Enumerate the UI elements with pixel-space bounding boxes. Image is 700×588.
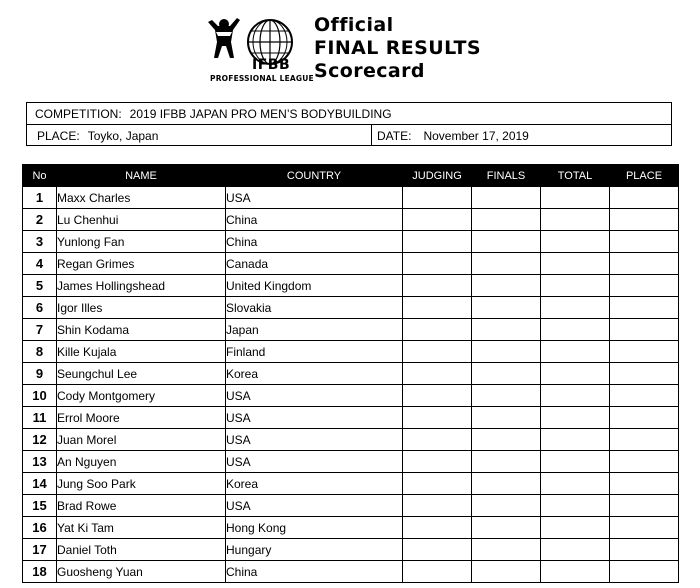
cell-total[interactable] [541, 539, 610, 561]
place-text [37, 129, 158, 143]
column-header-name: NAME [57, 165, 226, 187]
cell-place[interactable] [610, 231, 679, 253]
cell-judging[interactable] [403, 473, 472, 495]
logo-league-text: PROFESSIONAL LEAGUE [210, 74, 314, 83]
table-row [23, 539, 679, 561]
cell-judging[interactable] [403, 429, 472, 451]
cell-country: Canada [226, 253, 403, 275]
cell-finals[interactable] [472, 209, 541, 231]
table-row [23, 187, 679, 209]
table-row [23, 451, 679, 473]
cell-name: Shin Kodama [57, 319, 226, 341]
cell-place[interactable] [610, 275, 679, 297]
cell-name: An Nguyen [57, 451, 226, 473]
cell-judging[interactable] [403, 451, 472, 473]
cell-judging[interactable] [403, 517, 472, 539]
cell-no: 4 [23, 253, 57, 275]
cell-place[interactable] [610, 539, 679, 561]
cell-name: Cody Montgomery [57, 385, 226, 407]
table-row [23, 561, 679, 583]
cell-place[interactable] [610, 363, 679, 385]
cell-total[interactable] [541, 473, 610, 495]
table-row [23, 473, 679, 495]
date-value: November 17, 2019 [423, 129, 529, 143]
cell-country: Korea [226, 363, 403, 385]
cell-total[interactable] [541, 341, 610, 363]
cell-place[interactable] [610, 319, 679, 341]
table-row [23, 319, 679, 341]
table-row [23, 275, 679, 297]
cell-name: Lu Chenhui [57, 209, 226, 231]
title-official: Official [314, 14, 394, 36]
cell-place[interactable] [610, 429, 679, 451]
cell-finals[interactable] [472, 407, 541, 429]
cell-total[interactable] [541, 231, 610, 253]
cell-place[interactable] [610, 561, 679, 583]
cell-finals[interactable] [472, 275, 541, 297]
cell-total[interactable] [541, 363, 610, 385]
cell-no: 6 [23, 297, 57, 319]
cell-total[interactable] [541, 275, 610, 297]
column-header-place: PLACE [610, 165, 679, 187]
cell-place[interactable] [610, 517, 679, 539]
table-row [23, 209, 679, 231]
cell-judging[interactable] [403, 407, 472, 429]
cell-judging[interactable] [403, 187, 472, 209]
cell-total[interactable] [541, 495, 610, 517]
cell-no: 2 [23, 209, 57, 231]
table-row [23, 385, 679, 407]
logo-ifbb-text: IFBB [252, 57, 291, 73]
cell-country: China [226, 561, 403, 583]
cell-no: 9 [23, 363, 57, 385]
cell-country: Finland [226, 341, 403, 363]
cell-no: 15 [23, 495, 57, 517]
cell-no: 16 [23, 517, 57, 539]
cell-judging[interactable] [403, 275, 472, 297]
cell-country: USA [226, 187, 403, 209]
cell-no: 10 [23, 385, 57, 407]
cell-total[interactable] [541, 187, 610, 209]
place-date-row [27, 125, 671, 145]
info-divider [371, 125, 372, 145]
cell-finals[interactable] [472, 187, 541, 209]
ifbb-logo [204, 12, 314, 86]
cell-no: 3 [23, 231, 57, 253]
cell-judging[interactable] [403, 297, 472, 319]
cell-country: United Kingdom [226, 275, 403, 297]
cell-country: USA [226, 385, 403, 407]
competition-info-box [26, 102, 672, 146]
title-scorecard: Scorecard [314, 60, 425, 82]
cell-country: China [226, 209, 403, 231]
cell-country: Korea [226, 473, 403, 495]
cell-country: Hungary [226, 539, 403, 561]
cell-finals[interactable] [472, 385, 541, 407]
cell-total[interactable] [541, 407, 610, 429]
cell-finals[interactable] [472, 473, 541, 495]
cell-finals[interactable] [472, 231, 541, 253]
cell-name: Errol Moore [57, 407, 226, 429]
cell-finals[interactable] [472, 297, 541, 319]
cell-no: 7 [23, 319, 57, 341]
place-label: PLACE: [37, 129, 80, 143]
cell-finals[interactable] [472, 495, 541, 517]
cell-judging[interactable] [403, 385, 472, 407]
cell-name: James Hollingshead [57, 275, 226, 297]
cell-place[interactable] [610, 385, 679, 407]
cell-name: Juan Morel [57, 429, 226, 451]
cell-total[interactable] [541, 517, 610, 539]
cell-no: 5 [23, 275, 57, 297]
cell-country: USA [226, 495, 403, 517]
cell-country: Hong Kong [226, 517, 403, 539]
cell-total[interactable] [541, 385, 610, 407]
column-header-country: COUNTRY [226, 165, 403, 187]
competition-text [35, 107, 392, 121]
table-row [23, 297, 679, 319]
cell-place[interactable] [610, 209, 679, 231]
cell-name: Brad Rowe [57, 495, 226, 517]
cell-no: 13 [23, 451, 57, 473]
scorecard-header [0, 0, 700, 96]
date-label: DATE: [377, 129, 412, 143]
cell-judging[interactable] [403, 341, 472, 363]
table-row [23, 253, 679, 275]
column-header-total: TOTAL [541, 165, 610, 187]
cell-place[interactable] [610, 473, 679, 495]
cell-judging[interactable] [403, 209, 472, 231]
cell-judging[interactable] [403, 319, 472, 341]
cell-country: China [226, 231, 403, 253]
cell-total[interactable] [541, 319, 610, 341]
cell-country: USA [226, 451, 403, 473]
cell-total[interactable] [541, 209, 610, 231]
cell-no: 8 [23, 341, 57, 363]
competition-row [27, 103, 671, 125]
table-row [23, 429, 679, 451]
cell-name: Kille Kujala [57, 341, 226, 363]
cell-judging[interactable] [403, 231, 472, 253]
cell-finals[interactable] [472, 451, 541, 473]
cell-name: Yat Ki Tam [57, 517, 226, 539]
cell-finals[interactable] [472, 429, 541, 451]
cell-place[interactable] [610, 253, 679, 275]
cell-place[interactable] [610, 451, 679, 473]
cell-no: 17 [23, 539, 57, 561]
cell-name: Regan Grimes [57, 253, 226, 275]
table-row [23, 407, 679, 429]
cell-finals[interactable] [472, 341, 541, 363]
cell-name: Jung Soo Park [57, 473, 226, 495]
column-header-judging: JUDGING [403, 165, 472, 187]
cell-name: Daniel Toth [57, 539, 226, 561]
cell-place[interactable] [610, 187, 679, 209]
column-header-no: No [23, 165, 57, 187]
scorecard-title [314, 14, 481, 83]
cell-no: 18 [23, 561, 57, 583]
cell-total[interactable] [541, 297, 610, 319]
cell-name: Yunlong Fan [57, 231, 226, 253]
cell-no: 1 [23, 187, 57, 209]
cell-total[interactable] [541, 429, 610, 451]
place-value: Toyko, Japan [87, 129, 159, 143]
cell-no: 11 [23, 407, 57, 429]
cell-name: Maxx Charles [57, 187, 226, 209]
cell-place[interactable] [610, 341, 679, 363]
column-header-finals: FINALS [472, 165, 541, 187]
cell-country: USA [226, 407, 403, 429]
cell-name: Igor Illes [57, 297, 226, 319]
cell-place[interactable] [610, 495, 679, 517]
cell-finals[interactable] [472, 539, 541, 561]
cell-no: 12 [23, 429, 57, 451]
results-table [22, 164, 679, 583]
cell-finals[interactable] [472, 253, 541, 275]
table-row [23, 363, 679, 385]
cell-total[interactable] [541, 561, 610, 583]
cell-place[interactable] [610, 407, 679, 429]
cell-judging[interactable] [403, 253, 472, 275]
cell-country: USA [226, 429, 403, 451]
table-header-row [23, 165, 679, 187]
cell-total[interactable] [541, 451, 610, 473]
title-final-results: FINAL RESULTS [314, 37, 481, 59]
table-row [23, 341, 679, 363]
cell-country: Slovakia [226, 297, 403, 319]
cell-judging[interactable] [403, 539, 472, 561]
cell-judging[interactable] [403, 561, 472, 583]
cell-finals[interactable] [472, 561, 541, 583]
results-body [23, 187, 679, 583]
cell-judging[interactable] [403, 495, 472, 517]
cell-place[interactable] [610, 297, 679, 319]
cell-finals[interactable] [472, 517, 541, 539]
date-text [377, 129, 529, 143]
cell-no: 14 [23, 473, 57, 495]
table-row [23, 517, 679, 539]
competition-value: 2019 IFBB JAPAN PRO MEN’S BODYBUILDING [129, 107, 392, 121]
table-row [23, 495, 679, 517]
cell-finals[interactable] [472, 363, 541, 385]
cell-name: Guosheng Yuan [57, 561, 226, 583]
table-row [23, 231, 679, 253]
cell-country: Japan [226, 319, 403, 341]
cell-finals[interactable] [472, 319, 541, 341]
cell-judging[interactable] [403, 363, 472, 385]
competition-label: COMPETITION: [35, 107, 122, 121]
cell-name: Seungchul Lee [57, 363, 226, 385]
cell-total[interactable] [541, 253, 610, 275]
